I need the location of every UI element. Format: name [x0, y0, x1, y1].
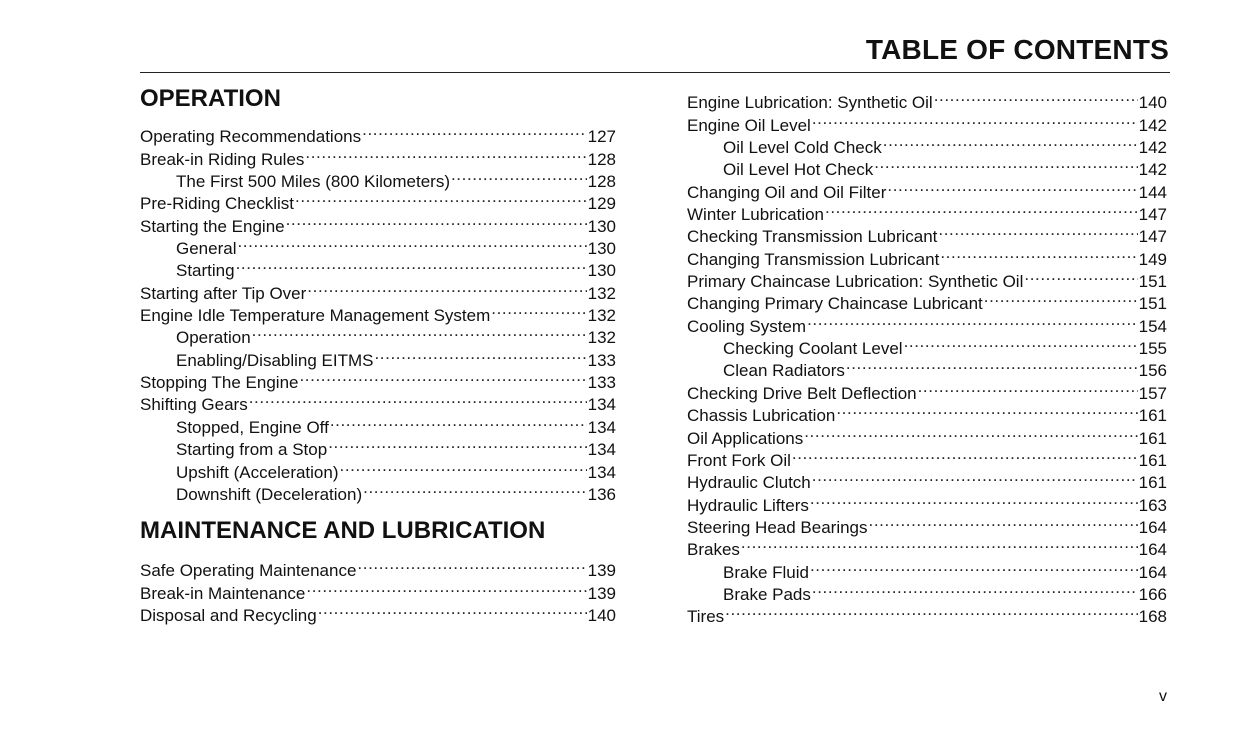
toc-entry-title: Stopping The Engine: [140, 373, 299, 393]
toc-entry-title: Shifting Gears: [140, 395, 248, 415]
toc-entry-page: 127: [587, 127, 616, 147]
toc-entry-title: General: [176, 239, 237, 259]
dot-leader: [883, 131, 1138, 153]
toc-entry-title: Oil Applications: [687, 428, 804, 448]
toc-entry-page: 161: [1138, 406, 1167, 426]
toc-entry-page: 130: [587, 216, 616, 236]
toc-entry-title: Starting after Tip Over: [140, 283, 307, 303]
toc-entry-title: Break-in Riding Rules: [140, 149, 305, 169]
toc-entry-page: 168: [1138, 607, 1167, 627]
toc-entry-page: 142: [1138, 115, 1167, 135]
dot-leader: [807, 309, 1138, 331]
toc-entry-title: Brake Pads: [723, 584, 811, 604]
toc-entry-title: Break-in Maintenance: [140, 583, 306, 603]
toc-entry[interactable]: [687, 600, 1167, 627]
toc-entry-title: Winter Lubrication: [687, 205, 825, 225]
section-heading-maintenance: MAINTENANCE AND LUBRICATION: [140, 516, 546, 544]
dot-leader: [357, 554, 586, 576]
dot-leader: [328, 433, 586, 455]
toc-entry-title: Cooling System: [687, 316, 807, 336]
header-rule: [140, 72, 1170, 73]
toc-entry-title: Primary Chaincase Lubrication: Synthetic Oil: [687, 272, 1024, 292]
right-column: [687, 86, 1167, 627]
toc-entry-title: Safe Operating Maintenance: [140, 561, 357, 581]
left-column: [140, 80, 616, 625]
dot-leader: [451, 165, 587, 187]
dot-leader: [846, 354, 1138, 376]
toc-entry-title: Brake Fluid: [723, 562, 809, 582]
toc-entry-title: Changing Oil and Oil Filter: [687, 182, 887, 202]
dot-leader: [934, 86, 1138, 108]
toc-entry-page: 132: [587, 306, 616, 326]
toc-entry-title: Oil Level Cold Check: [723, 138, 882, 158]
toc-list-maintenance-continued: [687, 86, 1167, 627]
toc-entry-page: 142: [1138, 138, 1167, 158]
toc-entry-page: 132: [587, 283, 616, 303]
toc-entry-title: Engine Oil Level: [687, 115, 811, 135]
toc-entry-title: Stopped, Engine Off: [176, 417, 329, 437]
dot-leader: [340, 455, 587, 477]
dot-leader: [869, 511, 1138, 533]
dot-leader: [812, 108, 1138, 130]
toc-entry-title: Starting the Engine: [140, 216, 285, 236]
dot-leader: [904, 332, 1138, 354]
dot-leader: [236, 254, 587, 276]
toc-entry-title: Steering Head Bearings: [687, 517, 868, 537]
toc-entry-page: 136: [587, 484, 616, 504]
toc-entry-title: Hydraulic Lifters: [687, 495, 809, 515]
toc-entry-page: 128: [587, 149, 616, 169]
toc-entry-title: Upshift (Acceleration): [176, 462, 339, 482]
dot-leader: [374, 343, 586, 365]
toc-entry-page: 161: [1138, 473, 1167, 493]
toc-entry-page: 144: [1138, 182, 1167, 202]
page-title: TABLE OF CONTENTS: [865, 34, 1169, 65]
toc-entry-page: 134: [587, 417, 616, 437]
dot-leader: [938, 220, 1137, 242]
toc-entry-title: Starting: [176, 261, 235, 281]
toc-list-operation: [140, 120, 616, 504]
toc-entry-title: Checking Drive Belt Deflection: [687, 383, 917, 403]
toc-entry-title: Pre-Riding Checklist: [140, 194, 294, 214]
toc-list-maintenance: [140, 554, 616, 625]
toc-entry-title: Changing Primary Chaincase Lubricant: [687, 294, 983, 314]
toc-entry-page: 151: [1138, 294, 1167, 314]
toc-entry-page: 164: [1138, 540, 1167, 560]
toc-entry-page: 130: [587, 239, 616, 259]
dot-leader: [874, 153, 1137, 175]
toc-entry-title: Checking Coolant Level: [723, 339, 903, 359]
toc-entry-title: Operating Recommendations: [140, 127, 362, 147]
toc-entry-page: 147: [1138, 205, 1167, 225]
toc-entry-title: Tires: [687, 607, 725, 627]
toc-entry-page: 164: [1138, 562, 1167, 582]
dot-leader: [725, 600, 1137, 622]
toc-entry-page: 166: [1138, 584, 1167, 604]
toc-entry-page: 151: [1138, 272, 1167, 292]
dot-leader: [804, 421, 1137, 443]
toc-entry-page: 163: [1138, 495, 1167, 515]
toc-entry-title: Starting from a Stop: [176, 440, 328, 460]
toc-entry-title: Engine Idle Temperature Management System: [140, 306, 491, 326]
toc-entry-page: 134: [587, 462, 616, 482]
toc-entry-page: 164: [1138, 517, 1167, 537]
toc-entry-page: 129: [587, 194, 616, 214]
toc-entry-title: Brakes: [687, 540, 740, 560]
toc-entry[interactable]: [687, 533, 1167, 560]
dot-leader: [836, 399, 1137, 421]
toc-entry-page: 149: [1138, 249, 1167, 269]
dot-leader: [286, 209, 587, 231]
toc-entry-page: 133: [587, 373, 616, 393]
dot-leader: [810, 488, 1138, 510]
toc-entry-title: Disposal and Recycling: [140, 605, 317, 625]
dot-leader: [491, 299, 586, 321]
toc-entry-title: Operation: [176, 328, 251, 348]
toc-entry-page: 140: [1138, 93, 1167, 113]
dot-leader: [237, 232, 586, 254]
toc-entry-page: 139: [587, 561, 616, 581]
toc-entry-page: 140: [587, 605, 616, 625]
dot-leader: [825, 198, 1138, 220]
toc-entry-page: 134: [587, 395, 616, 415]
dot-leader: [295, 187, 587, 209]
dot-leader: [940, 242, 1137, 264]
dot-leader: [1024, 265, 1137, 287]
toc-entry-title: Enabling/Disabling EITMS: [176, 350, 374, 370]
dot-leader: [307, 276, 586, 298]
toc-entry[interactable]: [687, 555, 1167, 582]
toc-entry-title: Changing Transmission Lubricant: [687, 249, 940, 269]
toc-entry-page: 155: [1138, 339, 1167, 359]
toc-entry-title: Checking Transmission Lubricant: [687, 227, 938, 247]
dot-leader: [984, 287, 1138, 309]
toc-entry-title: Clean Radiators: [723, 361, 845, 381]
toc-entry-page: 133: [587, 350, 616, 370]
toc-entry-page: 156: [1138, 361, 1167, 381]
page-number: v: [1159, 688, 1167, 705]
toc-entry-page: 132: [587, 328, 616, 348]
dot-leader: [363, 478, 586, 500]
toc-entry-page: 147: [1138, 227, 1167, 247]
toc-entry-page: 134: [587, 440, 616, 460]
toc-entry[interactable]: [140, 554, 616, 581]
toc-entry-page: 130: [587, 261, 616, 281]
toc-entry-page: 142: [1138, 160, 1167, 180]
toc-entry-page: 139: [587, 583, 616, 603]
toc-entry-page: 161: [1138, 428, 1167, 448]
dot-leader: [918, 376, 1138, 398]
dot-leader: [306, 576, 586, 598]
dot-leader: [252, 321, 587, 343]
toc-entry-title: Front Fork Oil: [687, 450, 791, 470]
toc-entry-title: Chassis Lubrication: [687, 406, 836, 426]
toc-entry[interactable]: [140, 120, 616, 147]
toc-entry-title: Hydraulic Clutch: [687, 473, 811, 493]
section-heading-operation: OPERATION: [140, 85, 281, 112]
toc-entry-title: The First 500 Miles (800 Kilometers): [176, 172, 450, 192]
toc-entry[interactable]: [687, 86, 1167, 113]
dot-leader: [318, 599, 587, 621]
dot-leader: [362, 120, 587, 142]
dot-leader: [299, 366, 586, 388]
toc-entry-page: 157: [1138, 383, 1167, 403]
dot-leader: [810, 555, 1138, 577]
dot-leader: [741, 533, 1138, 555]
toc-entry-page: 161: [1138, 450, 1167, 470]
toc-entry-page: 128: [587, 172, 616, 192]
toc-entry-page: 154: [1138, 316, 1167, 336]
dot-leader: [812, 578, 1138, 600]
dot-leader: [792, 444, 1138, 466]
dot-leader: [330, 410, 587, 432]
toc-entry-title: Engine Lubrication: Synthetic Oil: [687, 93, 933, 113]
dot-leader: [812, 466, 1138, 488]
toc-entry-title: Downshift (Deceleration): [176, 484, 363, 504]
dot-leader: [887, 175, 1137, 197]
toc-entry-title: Oil Level Hot Check: [723, 160, 874, 180]
dot-leader: [249, 388, 587, 410]
dot-leader: [305, 142, 586, 164]
